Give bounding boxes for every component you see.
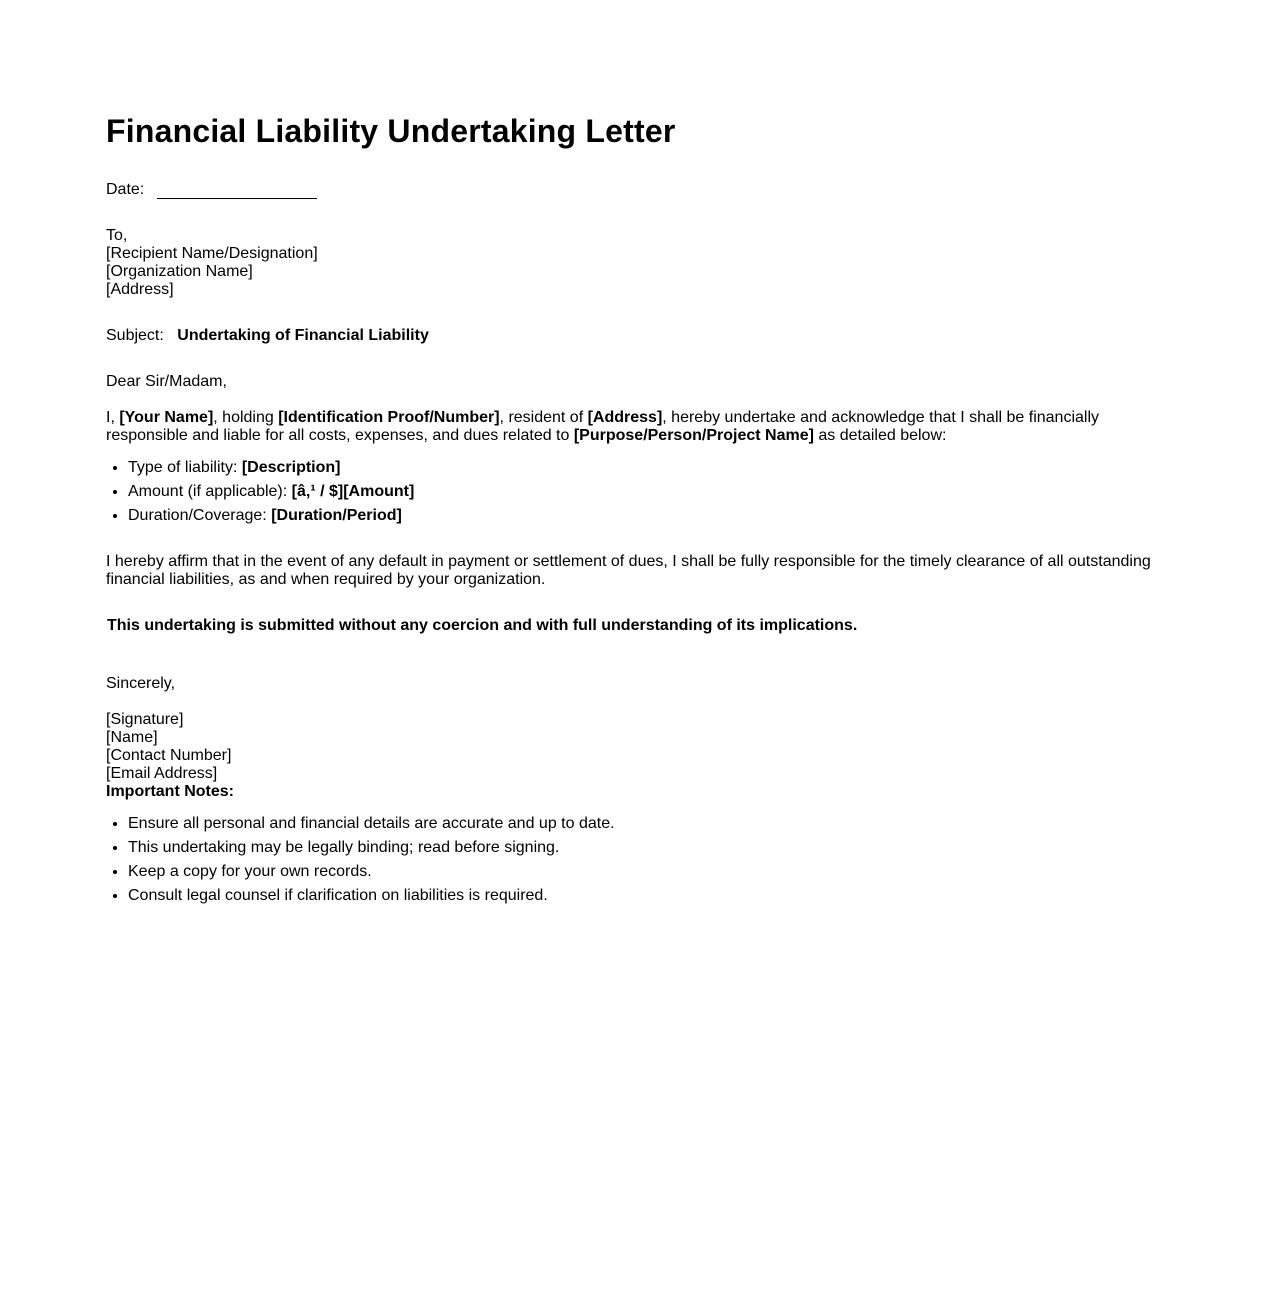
- list-item: • Ensure all personal and financial details are accurate and up to date.: [128, 815, 1166, 833]
- important-notes-list: [106, 815, 1166, 905]
- signer-email: [Email Address]: [106, 765, 218, 782]
- closing: Sincerely,: [106, 675, 176, 692]
- list-item: [128, 459, 1166, 477]
- signature-placeholder: [Signature]: [106, 711, 184, 728]
- recipient-to: To,: [106, 227, 128, 244]
- address-placeholder: [Address]: [587, 409, 663, 426]
- signature-block: [106, 711, 1166, 801]
- signer-contact: [Contact Number]: [106, 747, 232, 764]
- recipient-organization: [Organization Name]: [106, 263, 253, 280]
- subject-label: Subject:: [106, 327, 164, 344]
- subject-text: Undertaking of Financial Liability: [177, 327, 429, 344]
- recipient-address: [Address]: [106, 281, 174, 298]
- liability-details-list: [106, 459, 1166, 525]
- body-text-2: , holding: [213, 409, 279, 426]
- body-text-5: as detailed below:: [813, 427, 947, 444]
- your-name-placeholder: [Your Name]: [119, 409, 214, 426]
- purpose-placeholder: [Purpose/Person/Project Name]: [573, 427, 814, 444]
- detail-label: Amount (if applicable):: [128, 483, 292, 500]
- id-proof-placeholder: [Identification Proof/Number]: [278, 409, 500, 426]
- detail-label: Duration/Coverage:: [128, 507, 272, 524]
- letter-document: [106, 112, 1166, 911]
- list-item: • Keep a copy for your own records.: [128, 863, 1166, 881]
- notes-heading: Important Notes:: [106, 783, 234, 800]
- salutation: Dear Sir/Madam,: [106, 373, 227, 390]
- date-label: Date:: [106, 181, 145, 198]
- detail-value: [Description]: [241, 459, 341, 476]
- body-text-1: I,: [106, 409, 120, 426]
- detail-value: [â‚¹ / $][Amount]: [291, 483, 415, 500]
- detail-label: Type of liability:: [128, 459, 242, 476]
- recipient-block: [106, 227, 1166, 299]
- body-paragraph: [106, 409, 1166, 445]
- list-item: • Consult legal counsel if clarification on liabilities is required.: [128, 887, 1166, 905]
- recipient-name: [Recipient Name/Designation]: [106, 245, 318, 262]
- date-blank-line: [157, 182, 317, 199]
- detail-value: [Duration/Period]: [271, 507, 402, 524]
- subject-row: [106, 327, 1166, 345]
- date-row: [106, 181, 1166, 199]
- affirmation-paragraph: I hereby affirm that in the event of any default in payment or settlement of dues, I shall be fully responsible for the timely clearance of all outstanding financial liabilities, as and when required by your organization.: [106, 553, 1151, 588]
- body-text-3: , resident of: [499, 409, 588, 426]
- body-text-4: , hereby undertake and acknowledge that I shall be financially responsible and liable for all costs, expenses, and dues related to: [106, 409, 1100, 444]
- list-item: [128, 483, 1166, 501]
- signer-name: [Name]: [106, 729, 158, 746]
- declaration-statement: This undertaking is submitted without any coercion and with full understanding of its implications.: [107, 617, 858, 634]
- list-item: [128, 507, 1166, 525]
- list-item: • This undertaking may be legally binding; read before signing.: [128, 839, 1166, 857]
- page-title: Financial Liability Undertaking Letter: [106, 113, 676, 149]
